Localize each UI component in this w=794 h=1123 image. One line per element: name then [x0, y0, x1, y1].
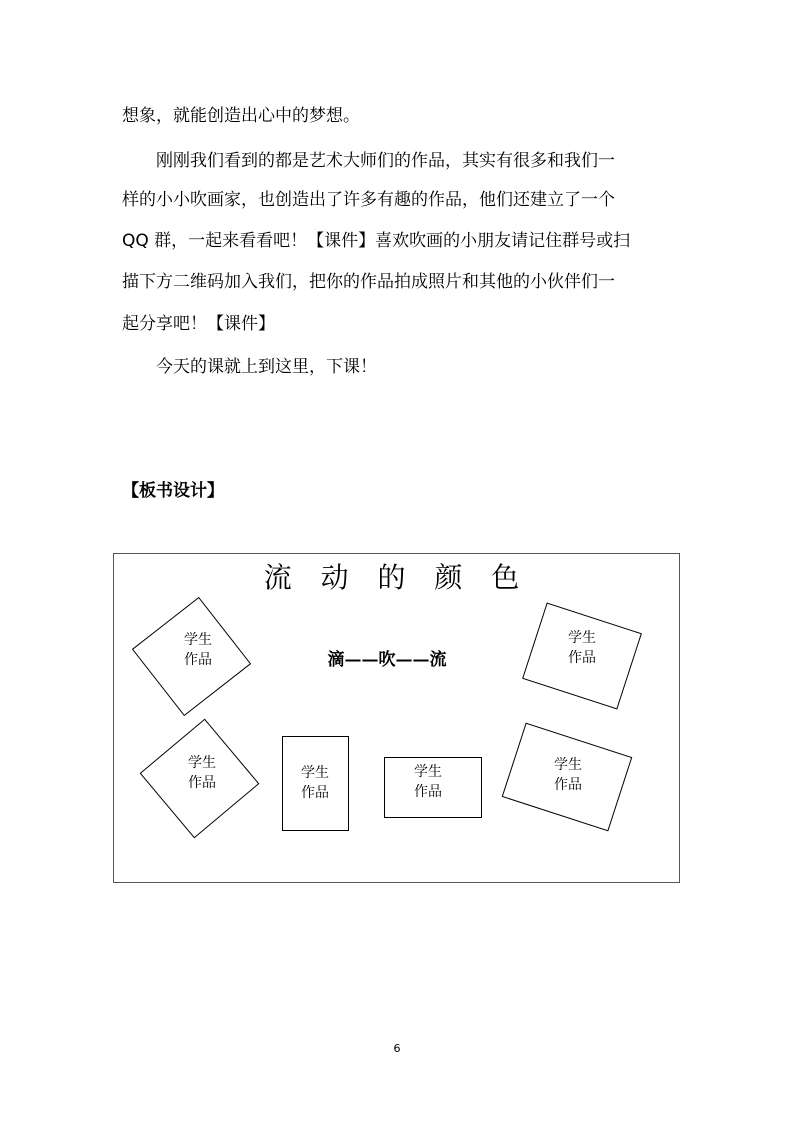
section-heading: 【板书设计】 [122, 481, 224, 501]
text-line: 起分享吧！【课件】 [122, 314, 275, 334]
board-title: 流 动 的 颜 色 [263, 561, 530, 594]
board-subtitle: 滴——吹——流 [327, 650, 447, 670]
card-label: 学生 作品 [188, 755, 216, 791]
card-label: 学生 作品 [568, 630, 596, 666]
page-number: 6 [393, 1042, 401, 1055]
card-label: 学生 作品 [301, 765, 329, 801]
card-label: 学生 作品 [554, 757, 582, 793]
text-line: QQ 群，一起来看看吧！【课件】喜欢吹画的小朋友请记住群号或扫 [122, 231, 631, 251]
text-line: 样的小小吹画家，也创造出了许多有趣的作品，他们还建立了一个 [122, 190, 615, 210]
text-line: 想象，就能创造出心中的梦想。 [122, 106, 360, 126]
blackboard-design-frame [113, 553, 680, 883]
card-label: 学生 作品 [184, 632, 212, 668]
text-line: 刚刚我们看到的都是艺术大师们的作品，其实有很多和我们一 [156, 151, 615, 171]
text-line: 描下方二维码加入我们，把你的作品拍成照片和其他的小伙伴们一 [122, 272, 615, 292]
text-line: 今天的课就上到这里，下课！ [156, 357, 377, 377]
card-label: 学生 作品 [414, 764, 442, 800]
